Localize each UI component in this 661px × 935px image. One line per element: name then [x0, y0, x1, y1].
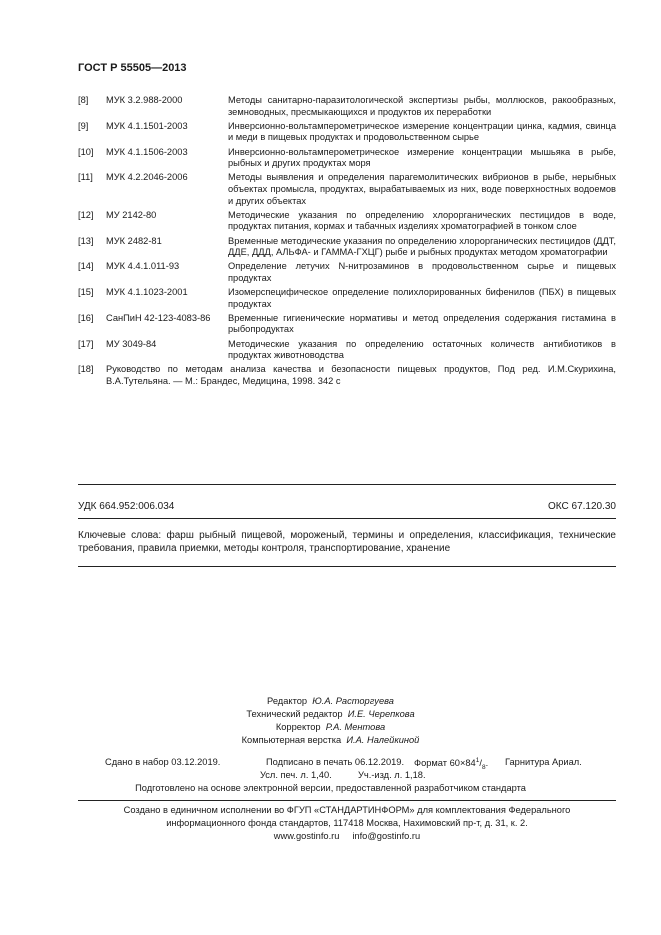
- print-sheets: Усл. печ. л. 1,40.: [260, 770, 332, 780]
- entry-code: МУК 4.1.1501-2003: [106, 120, 188, 131]
- paper-format: Формат $60\times 84^1/_8$.: [414, 757, 489, 771]
- udk-code: УДК 664.952:006.034: [78, 501, 175, 512]
- tech-editor-line: [0, 709, 661, 719]
- entry-code: МУК 2482-81: [106, 235, 162, 246]
- entry-number: [17]: [78, 338, 94, 349]
- entry-code: МУК 3.2.988-2000: [106, 95, 183, 105]
- bibliography-entry: [78, 236, 616, 259]
- entry-code: МУ 3049-84: [106, 338, 157, 349]
- corrector-name: Р.А. Ментова: [325, 722, 386, 732]
- corrector-label: Корректор: [275, 722, 321, 732]
- layout-name: И.А. Налейкиной: [346, 735, 420, 745]
- entry-number: [15]: [78, 287, 94, 298]
- divider-top: [78, 484, 616, 485]
- layout-label: Компьютерная верстка: [241, 735, 342, 745]
- format-numerator: 1: [475, 757, 480, 764]
- entry-title: Инверсионно-вольтамперометрическое измерение концентрации цинка, кадмия, свинца и меди в пищевых продуктах и продовольственном сырье: [228, 120, 616, 143]
- entry-title: Методические указания по определению остаточных количеств антибиотиков в продуктах животноводства: [228, 338, 616, 361]
- footer-line-2: информационного фонда стандартов, 117418 Москва, Нахимовский пр-т, д. 31, к. 2.: [166, 818, 528, 828]
- entry-title: Изомерспецифическое определение полихлорированных бифенилов (ПБХ) в пищевых продуктах: [228, 287, 616, 309]
- entry-title: Методические указания по определению хлорорганических пестицидов в воде, продуктах питания, кормах и табачных изделиях хроматографией в тонком слое: [228, 209, 616, 232]
- entry-title: Руководство по методам анализа качества и безопасности пищевых продуктов, Под ред. И.М.Скурихина, В.А.Тутельяна. — М.: Брандес, Медицина, 1998. 342 с: [106, 364, 616, 386]
- prepared-note: Подготовлено на основе электронной версии, предоставленной разработчиком стандарта: [135, 783, 526, 793]
- bibliography-entry: [78, 313, 616, 336]
- publishing-sheets: Уч.-изд. л. 1,18.: [358, 770, 426, 780]
- entry-number: [14]: [78, 261, 94, 272]
- tech-editor-name: И.Е. Черепкова: [347, 709, 415, 719]
- bibliography-entry: [78, 261, 616, 284]
- footer-line-1: Создано в единичном исполнении во ФГУП «СТАНДАРТИНФОРМ» для комплектования Федерального: [123, 805, 571, 815]
- entry-number: [16]: [78, 312, 94, 323]
- layout-line: [0, 735, 661, 745]
- keywords: Ключевые слова: фарш рыбный пищевой, мороженый, термины и определения, классификация, технические требования, правила приемки, методы контроля, транспортирование, хранение: [78, 530, 616, 554]
- bibliography-entry: [78, 95, 616, 118]
- footer-contacts: [78, 830, 616, 843]
- bibliography-entry: [78, 339, 616, 362]
- entry-title: Методы выявления и определения парагемолитических вибрионов в рыбе, нерыбных объектах промысла, продуктах, вырабатываемых из них, воде поверхностных водоемов и других объектах: [228, 172, 616, 206]
- entry-number: [10]: [78, 146, 94, 157]
- bibliography-entry: [78, 287, 616, 310]
- entry-number: [13]: [78, 235, 94, 246]
- entry-title: Временные гигиенические нормативы и метод определения содержания гистамина в рыбопродуктах: [228, 312, 616, 335]
- entry-number: [9]: [78, 120, 89, 131]
- entry-title: Методы санитарно-паразитологической экспертизы рыбы, моллюсков, ракообразных, земноводных, пресмыкающихся и продуктов их переработки: [228, 95, 616, 117]
- bibliography-entry: [78, 172, 616, 207]
- divider-bottom: [78, 566, 616, 567]
- entry-code: СанПиН 42-123-4083-86: [106, 312, 211, 323]
- bibliography-entry: [78, 147, 616, 170]
- page-header-title: ГОСТ Р 55505—2013: [78, 62, 187, 74]
- editor-name: Ю.А. Расторгуева: [312, 696, 394, 706]
- divider-middle: [78, 518, 616, 519]
- bibliography-entry: [78, 210, 616, 233]
- entry-title: Определение летучих N-нитрозаминов в продовольственном сырье и пищевых продуктах: [228, 261, 616, 283]
- entry-code: МУК 4.1.1506-2003: [106, 146, 188, 157]
- editor-label: Редактор: [267, 696, 308, 706]
- tech-editor-label: Технический редактор: [246, 709, 343, 719]
- signed-date: Подписано в печать 06.12.2019.: [266, 757, 405, 767]
- bibliography-list: [78, 95, 616, 390]
- oks-code: ОКС 67.120.30: [548, 501, 616, 512]
- format-denominator: 8: [481, 763, 486, 771]
- entry-number: [8]: [78, 95, 89, 105]
- typeface: Гарнитура Ариал.: [505, 757, 582, 767]
- entry-number: [12]: [78, 209, 94, 220]
- entry-title: Временные методические указания по определению хлорорганических пестицидов (ДДТ, ДДЕ, ДДД, АЛЬФА- и ГАММА-ГХЦГ) рыбе и рыбных продуктах методом хроматографии: [228, 235, 616, 258]
- entry-title: Инверсионно-вольтамперометрическое измерение концентрации мышьяка в рыбе, рыбных и других продуктах моря: [228, 146, 616, 169]
- format-suffix: .: [485, 758, 489, 769]
- entry-number: [18]: [78, 364, 94, 375]
- entry-number: [11]: [78, 172, 93, 183]
- corrector-line: [0, 722, 661, 732]
- entry-code: МУК 4.4.1.011-93: [106, 261, 180, 272]
- entry-code: МУК 4.2.2046-2006: [106, 172, 188, 183]
- email-link[interactable]: info@gostinfo.ru: [352, 831, 421, 841]
- format-prefix: Формат 60×84: [414, 758, 476, 769]
- entry-code: МУК 4.1.1023-2001: [106, 287, 188, 298]
- divider-footer: [78, 800, 616, 801]
- bibliography-entry: [78, 121, 616, 144]
- bibliography-entry-full: [78, 364, 616, 387]
- editor-line: [0, 696, 661, 706]
- entry-code: МУ 2142-80: [106, 209, 157, 220]
- submitted-date: Сдано в набор 03.12.2019.: [105, 757, 221, 767]
- website-link[interactable]: www.gostinfo.ru: [273, 831, 340, 841]
